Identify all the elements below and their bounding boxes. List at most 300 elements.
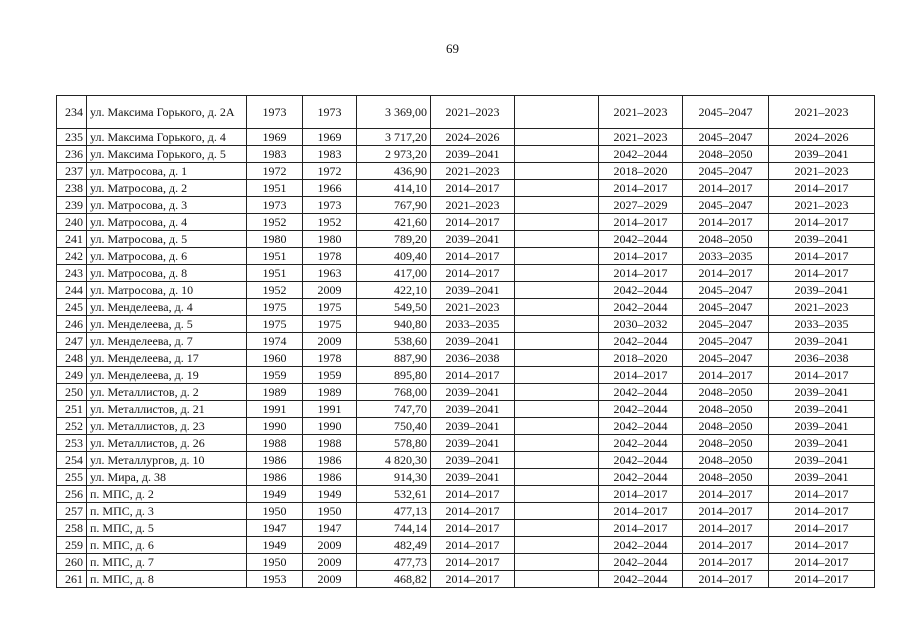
year-commission-cell: 1973 [303, 96, 357, 129]
row-number: 248 [57, 350, 87, 367]
address-text: ул. Металлистов, д. 26 [90, 435, 205, 450]
period-4-cell: 2014–2017 [683, 180, 769, 197]
year-built-cell: 1951 [247, 265, 303, 282]
address-cell [87, 503, 247, 520]
address-text: ул. Металлистов, д. 21 [90, 401, 205, 416]
period-2-cell [515, 469, 599, 486]
period-4-cell: 2045–2047 [683, 197, 769, 214]
period-4-cell: 2048–2050 [683, 384, 769, 401]
period-1-cell: 2039–2041 [431, 231, 515, 248]
area-cell: 747,70 [357, 401, 431, 418]
period-2-cell [515, 163, 599, 180]
period-3-cell: 2021–2023 [599, 96, 683, 129]
address-text: ул. Менделеева, д. 19 [90, 367, 199, 382]
table-row [57, 503, 875, 520]
period-5-cell: 2014–2017 [769, 537, 875, 554]
year-built-cell: 1951 [247, 248, 303, 265]
period-5-cell: 2021–2023 [769, 163, 875, 180]
period-1-cell: 2021–2023 [431, 299, 515, 316]
period-5-cell: 2021–2023 [769, 299, 875, 316]
period-5-cell: 2039–2041 [769, 401, 875, 418]
period-1-cell: 2014–2017 [431, 180, 515, 197]
period-2-cell [515, 435, 599, 452]
period-1-cell: 2033–2035 [431, 316, 515, 333]
address-cell [87, 418, 247, 435]
area-cell: 4 820,30 [357, 452, 431, 469]
period-5-cell: 2039–2041 [769, 231, 875, 248]
area-cell: 538,60 [357, 333, 431, 350]
period-5-cell: 2024–2026 [769, 129, 875, 146]
table-row [57, 163, 875, 180]
period-3-cell: 2042–2044 [599, 554, 683, 571]
address-cell [87, 367, 247, 384]
row-number: 243 [57, 265, 87, 282]
address-cell [87, 282, 247, 299]
row-number: 257 [57, 503, 87, 520]
year-commission-cell: 1952 [303, 214, 357, 231]
year-built-cell: 1950 [247, 503, 303, 520]
period-1-cell: 2021–2023 [431, 197, 515, 214]
period-4-cell: 2014–2017 [683, 214, 769, 231]
area-cell: 414,10 [357, 180, 431, 197]
period-4-cell: 2045–2047 [683, 316, 769, 333]
period-2-cell [515, 231, 599, 248]
table-row [57, 452, 875, 469]
address-text: ул. Металлистов, д. 23 [90, 418, 205, 433]
period-1-cell: 2014–2017 [431, 486, 515, 503]
period-4-cell: 2045–2047 [683, 333, 769, 350]
address-text: ул. Максима Горького, д. 5 [90, 146, 226, 161]
period-3-cell: 2042–2044 [599, 282, 683, 299]
period-2-cell [515, 299, 599, 316]
year-built-cell: 1986 [247, 469, 303, 486]
row-number: 242 [57, 248, 87, 265]
housing-registry-table [56, 95, 875, 588]
year-commission-cell: 2009 [303, 571, 357, 588]
table-body [57, 96, 875, 588]
table-row [57, 96, 875, 129]
period-2-cell [515, 384, 599, 401]
address-cell [87, 146, 247, 163]
year-commission-cell: 1975 [303, 316, 357, 333]
table-row [57, 418, 875, 435]
period-3-cell: 2042–2044 [599, 146, 683, 163]
address-cell [87, 486, 247, 503]
address-text: ул. Металлистов, д. 2 [90, 384, 199, 399]
period-1-cell: 2039–2041 [431, 435, 515, 452]
address-text: ул. Менделеева, д. 5 [90, 316, 193, 331]
row-number: 261 [57, 571, 87, 588]
address-cell [87, 231, 247, 248]
period-4-cell: 2045–2047 [683, 282, 769, 299]
area-cell: 768,00 [357, 384, 431, 401]
address-text: п. МПС, д. 5 [90, 520, 154, 535]
year-commission-cell: 1989 [303, 384, 357, 401]
year-built-cell: 1959 [247, 367, 303, 384]
table-row [57, 554, 875, 571]
address-text: ул. Матросова, д. 6 [90, 248, 188, 263]
period-2-cell [515, 146, 599, 163]
area-cell: 417,00 [357, 265, 431, 282]
table-row [57, 146, 875, 163]
period-3-cell: 2014–2017 [599, 180, 683, 197]
period-3-cell: 2042–2044 [599, 537, 683, 554]
row-number: 258 [57, 520, 87, 537]
row-number: 241 [57, 231, 87, 248]
year-commission-cell: 1972 [303, 163, 357, 180]
period-1-cell: 2014–2017 [431, 503, 515, 520]
period-5-cell: 2014–2017 [769, 180, 875, 197]
row-number: 251 [57, 401, 87, 418]
year-commission-cell: 1978 [303, 350, 357, 367]
period-3-cell: 2014–2017 [599, 214, 683, 231]
period-2-cell [515, 418, 599, 435]
period-2-cell [515, 486, 599, 503]
period-3-cell: 2021–2023 [599, 129, 683, 146]
period-3-cell: 2042–2044 [599, 333, 683, 350]
period-4-cell: 2033–2035 [683, 248, 769, 265]
row-number: 240 [57, 214, 87, 231]
period-5-cell: 2039–2041 [769, 435, 875, 452]
area-cell: 887,90 [357, 350, 431, 367]
period-3-cell: 2042–2044 [599, 435, 683, 452]
year-built-cell: 1983 [247, 146, 303, 163]
address-cell [87, 333, 247, 350]
address-text: ул. Мира, д. 38 [90, 469, 166, 484]
area-cell: 767,90 [357, 197, 431, 214]
row-number: 249 [57, 367, 87, 384]
address-cell [87, 384, 247, 401]
year-built-cell: 1975 [247, 316, 303, 333]
period-1-cell: 2014–2017 [431, 537, 515, 554]
year-built-cell: 1973 [247, 197, 303, 214]
period-5-cell: 2021–2023 [769, 197, 875, 214]
period-5-cell: 2039–2041 [769, 146, 875, 163]
period-2-cell [515, 333, 599, 350]
year-built-cell: 1952 [247, 282, 303, 299]
address-cell [87, 401, 247, 418]
period-1-cell: 2039–2041 [431, 452, 515, 469]
year-commission-cell: 2009 [303, 282, 357, 299]
period-2-cell [515, 214, 599, 231]
table-row [57, 282, 875, 299]
year-built-cell: 1969 [247, 129, 303, 146]
period-1-cell: 2014–2017 [431, 520, 515, 537]
year-commission-cell: 1969 [303, 129, 357, 146]
period-4-cell: 2014–2017 [683, 503, 769, 520]
period-3-cell: 2042–2044 [599, 401, 683, 418]
area-cell: 895,80 [357, 367, 431, 384]
row-number: 255 [57, 469, 87, 486]
address-text: п. МПС, д. 2 [90, 486, 154, 501]
year-commission-cell: 1975 [303, 299, 357, 316]
period-5-cell: 2014–2017 [769, 554, 875, 571]
period-4-cell: 2014–2017 [683, 571, 769, 588]
area-cell: 750,40 [357, 418, 431, 435]
year-built-cell: 1991 [247, 401, 303, 418]
address-text: ул. Матросова, д. 4 [90, 214, 188, 229]
table-row [57, 486, 875, 503]
year-built-cell: 1988 [247, 435, 303, 452]
address-text: ул. Матросова, д. 10 [90, 282, 194, 297]
period-2-cell [515, 571, 599, 588]
period-3-cell: 2030–2032 [599, 316, 683, 333]
year-built-cell: 1990 [247, 418, 303, 435]
period-3-cell: 2042–2044 [599, 571, 683, 588]
address-text: ул. Металлургов, д. 10 [90, 452, 205, 467]
period-4-cell: 2014–2017 [683, 486, 769, 503]
period-2-cell [515, 537, 599, 554]
period-4-cell: 2048–2050 [683, 452, 769, 469]
period-5-cell: 2014–2017 [769, 520, 875, 537]
address-text: ул. Менделеева, д. 17 [90, 350, 199, 365]
year-commission-cell: 1949 [303, 486, 357, 503]
address-text: п. МПС, д. 6 [90, 537, 154, 552]
period-3-cell: 2027–2029 [599, 197, 683, 214]
area-cell: 421,60 [357, 214, 431, 231]
row-number: 238 [57, 180, 87, 197]
area-cell: 409,40 [357, 248, 431, 265]
period-4-cell: 2014–2017 [683, 367, 769, 384]
table-row [57, 248, 875, 265]
address-cell [87, 214, 247, 231]
address-cell [87, 163, 247, 180]
year-commission-cell: 1986 [303, 452, 357, 469]
address-cell [87, 316, 247, 333]
period-3-cell: 2018–2020 [599, 163, 683, 180]
period-5-cell: 2039–2041 [769, 282, 875, 299]
table-row [57, 520, 875, 537]
address-text: ул. Матросова, д. 8 [90, 265, 188, 280]
row-number: 236 [57, 146, 87, 163]
year-commission-cell: 2009 [303, 333, 357, 350]
year-commission-cell: 1959 [303, 367, 357, 384]
area-cell: 477,13 [357, 503, 431, 520]
address-text: ул. Максима Горького, д. 4 [90, 129, 226, 144]
row-number: 244 [57, 282, 87, 299]
address-cell [87, 571, 247, 588]
page-number: 69 [446, 41, 459, 56]
period-5-cell: 2014–2017 [769, 248, 875, 265]
period-1-cell: 2014–2017 [431, 367, 515, 384]
period-1-cell: 2021–2023 [431, 163, 515, 180]
year-built-cell: 1949 [247, 537, 303, 554]
period-4-cell: 2045–2047 [683, 350, 769, 367]
period-2-cell [515, 452, 599, 469]
period-4-cell: 2048–2050 [683, 401, 769, 418]
period-2-cell [515, 520, 599, 537]
period-2-cell [515, 265, 599, 282]
address-cell [87, 180, 247, 197]
period-1-cell: 2014–2017 [431, 248, 515, 265]
year-built-cell: 1974 [247, 333, 303, 350]
area-cell: 3 369,00 [357, 96, 431, 129]
year-built-cell: 1973 [247, 96, 303, 129]
period-1-cell: 2039–2041 [431, 469, 515, 486]
address-text: п. МПС, д. 8 [90, 571, 154, 586]
period-5-cell: 2039–2041 [769, 333, 875, 350]
table-row [57, 469, 875, 486]
row-number: 260 [57, 554, 87, 571]
year-built-cell: 1947 [247, 520, 303, 537]
period-5-cell: 2036–2038 [769, 350, 875, 367]
address-text: п. МПС, д. 3 [90, 503, 154, 518]
table-row [57, 265, 875, 282]
year-built-cell: 1989 [247, 384, 303, 401]
period-2-cell [515, 282, 599, 299]
period-3-cell: 2014–2017 [599, 520, 683, 537]
period-1-cell: 2014–2017 [431, 554, 515, 571]
year-commission-cell: 1947 [303, 520, 357, 537]
period-1-cell: 2021–2023 [431, 96, 515, 129]
area-cell: 482,49 [357, 537, 431, 554]
table-row [57, 367, 875, 384]
address-text: ул. Матросова, д. 1 [90, 163, 188, 178]
year-commission-cell: 1990 [303, 418, 357, 435]
period-5-cell: 2033–2035 [769, 316, 875, 333]
period-2-cell [515, 316, 599, 333]
address-cell [87, 129, 247, 146]
area-cell: 2 973,20 [357, 146, 431, 163]
period-5-cell: 2014–2017 [769, 571, 875, 588]
period-3-cell: 2014–2017 [599, 503, 683, 520]
period-4-cell: 2048–2050 [683, 469, 769, 486]
period-5-cell: 2014–2017 [769, 214, 875, 231]
period-4-cell: 2045–2047 [683, 96, 769, 129]
period-2-cell [515, 180, 599, 197]
address-cell [87, 520, 247, 537]
year-built-cell: 1953 [247, 571, 303, 588]
period-3-cell: 2018–2020 [599, 350, 683, 367]
address-text: ул. Менделеева, д. 7 [90, 333, 193, 348]
period-1-cell: 2014–2017 [431, 571, 515, 588]
period-3-cell: 2042–2044 [599, 452, 683, 469]
table-row [57, 350, 875, 367]
period-4-cell: 2045–2047 [683, 163, 769, 180]
year-commission-cell: 1983 [303, 146, 357, 163]
table-row [57, 333, 875, 350]
year-commission-cell: 1980 [303, 231, 357, 248]
row-number: 250 [57, 384, 87, 401]
period-4-cell: 2014–2017 [683, 520, 769, 537]
period-2-cell [515, 401, 599, 418]
year-built-cell: 1975 [247, 299, 303, 316]
year-commission-cell: 1986 [303, 469, 357, 486]
table-row [57, 316, 875, 333]
table-row [57, 401, 875, 418]
area-cell: 789,20 [357, 231, 431, 248]
row-number: 253 [57, 435, 87, 452]
period-5-cell: 2021–2023 [769, 96, 875, 129]
table-row [57, 384, 875, 401]
period-4-cell: 2014–2017 [683, 265, 769, 282]
period-2-cell [515, 248, 599, 265]
period-5-cell: 2039–2041 [769, 418, 875, 435]
table-row [57, 299, 875, 316]
period-4-cell: 2048–2050 [683, 435, 769, 452]
area-cell: 3 717,20 [357, 129, 431, 146]
period-4-cell: 2048–2050 [683, 418, 769, 435]
area-cell: 422,10 [357, 282, 431, 299]
period-3-cell: 2014–2017 [599, 367, 683, 384]
period-4-cell: 2048–2050 [683, 231, 769, 248]
table-row [57, 537, 875, 554]
period-2-cell [515, 197, 599, 214]
address-text: ул. Матросова, д. 5 [90, 231, 188, 246]
period-2-cell [515, 503, 599, 520]
row-number: 235 [57, 129, 87, 146]
address-cell [87, 452, 247, 469]
row-number: 237 [57, 163, 87, 180]
table-row [57, 435, 875, 452]
area-cell: 744,14 [357, 520, 431, 537]
address-cell [87, 537, 247, 554]
year-commission-cell: 1950 [303, 503, 357, 520]
period-3-cell: 2042–2044 [599, 231, 683, 248]
year-built-cell: 1972 [247, 163, 303, 180]
area-cell: 914,30 [357, 469, 431, 486]
period-3-cell: 2014–2017 [599, 248, 683, 265]
year-built-cell: 1980 [247, 231, 303, 248]
row-number: 256 [57, 486, 87, 503]
year-commission-cell: 1973 [303, 197, 357, 214]
address-text: ул. Матросова, д. 3 [90, 197, 188, 212]
address-cell [87, 350, 247, 367]
area-cell: 549,50 [357, 299, 431, 316]
year-commission-cell: 1991 [303, 401, 357, 418]
year-commission-cell: 1988 [303, 435, 357, 452]
table-row [57, 129, 875, 146]
year-built-cell: 1949 [247, 486, 303, 503]
address-cell [87, 96, 247, 129]
row-number: 252 [57, 418, 87, 435]
period-5-cell: 2014–2017 [769, 503, 875, 520]
period-2-cell [515, 96, 599, 129]
row-number: 259 [57, 537, 87, 554]
address-cell [87, 299, 247, 316]
address-text: ул. Матросова, д. 2 [90, 180, 188, 195]
period-1-cell: 2039–2041 [431, 418, 515, 435]
period-1-cell: 2039–2041 [431, 282, 515, 299]
year-built-cell: 1960 [247, 350, 303, 367]
period-3-cell: 2042–2044 [599, 469, 683, 486]
table-row [57, 571, 875, 588]
period-4-cell: 2045–2047 [683, 129, 769, 146]
year-built-cell: 1950 [247, 554, 303, 571]
year-built-cell: 1951 [247, 180, 303, 197]
year-commission-cell: 2009 [303, 537, 357, 554]
area-cell: 468,82 [357, 571, 431, 588]
year-built-cell: 1986 [247, 452, 303, 469]
period-3-cell: 2014–2017 [599, 265, 683, 282]
area-cell: 940,80 [357, 316, 431, 333]
row-number: 254 [57, 452, 87, 469]
address-text: ул. Менделеева, д. 4 [90, 299, 193, 314]
period-5-cell: 2014–2017 [769, 486, 875, 503]
period-4-cell: 2014–2017 [683, 537, 769, 554]
address-text: п. МПС, д. 7 [90, 554, 154, 569]
period-1-cell: 2014–2017 [431, 265, 515, 282]
period-4-cell: 2048–2050 [683, 146, 769, 163]
period-1-cell: 2036–2038 [431, 350, 515, 367]
period-5-cell: 2039–2041 [769, 384, 875, 401]
address-cell [87, 435, 247, 452]
year-commission-cell: 1978 [303, 248, 357, 265]
address-cell [87, 265, 247, 282]
period-5-cell: 2014–2017 [769, 265, 875, 282]
period-1-cell: 2039–2041 [431, 401, 515, 418]
period-1-cell: 2039–2041 [431, 384, 515, 401]
